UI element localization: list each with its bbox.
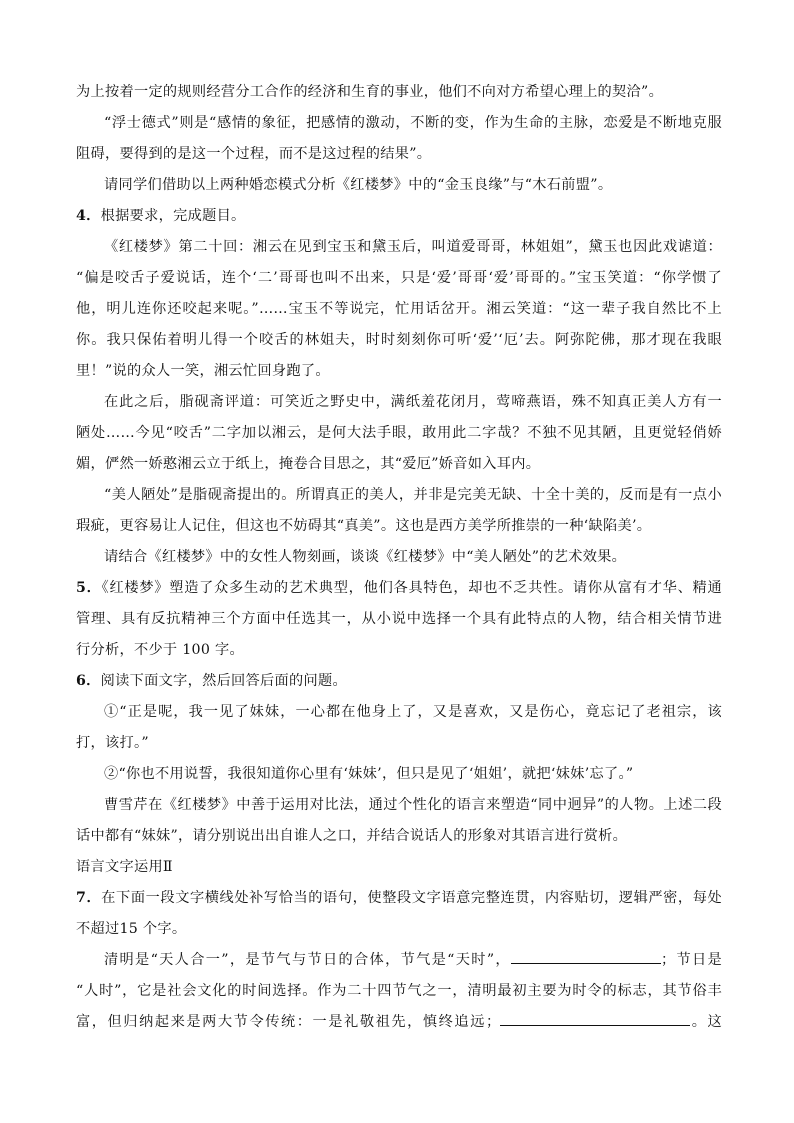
q7-passage-line-1 (104, 949, 722, 971)
q7-passage-line-3 (76, 1011, 722, 1033)
q4-explanation-line: “美人陋处”是脂砚斋提出的。所谓真正的美人，并非是完美无缺、十全十美的，反而是有一点小 (104, 487, 722, 503)
q7-passage-text: 富，但归纳起来是两大节令传统：一是礼敬祖先，慎终追远； (76, 1014, 501, 1030)
question-number: 5． (76, 580, 102, 596)
q7-passage-text: 。这 (690, 1014, 722, 1030)
question-6-title (76, 670, 722, 692)
section-heading: 语言文字运用Ⅱ (76, 859, 173, 875)
q4-commentary-line: 媚，俨然一娇憨湘云立于纸上，掩卷合目思之，其“爱厄”娇音如入耳内。 (76, 456, 541, 472)
q6-quote-1: ①“正是呢，我一见了妹妹，一心都在他身上了，又是喜欢，又是伤心，竟忘记了老祖宗，该 (104, 704, 722, 720)
question-number: 7． (76, 890, 102, 906)
question-7-line-2: 不超过15 个字。 (76, 921, 187, 937)
q4-commentary-line: 在此之后，脂砚斋评道：可笑近之野史中，满纸羞花闭月，莺啼燕语，殊不知真正美人方有一 (104, 394, 722, 410)
question-text: 在下面一段文字横线处补写恰当的语句，使整段文字语意完整连贯，内容贴切，逻辑严密，每处 (101, 890, 722, 906)
question-5-line-3: 行分析，不少于 100 字。 (76, 642, 244, 658)
intro-line-1: 为上按着一定的规则经营分工合作的经济和生育的事业，他们不向对方希望心理上的契洽”。 (76, 84, 664, 100)
q6-ask-line: 曹雪芹在《红楼梦》中善于运用对比法，通过个性化的语言来塑造“同中迥异”的人物。上述二段 (104, 797, 722, 813)
answer-blank-2[interactable] (500, 1011, 690, 1026)
q4-passage-line: “偏是咬舌子爱说话，连个‘二’哥哥也叫不出来，只是‘爱’哥哥‘爱’哥哥的。”宝玉笑道：“你学惯了 (76, 270, 722, 286)
q6-quote-1-cont: 打，该打。” (76, 735, 149, 751)
question-5-line-2: 管理、具有反抗精神三个方面中任选其一，从小说中选择一个具有此特点的人物，结合相关情节进 (76, 611, 722, 627)
q4-commentary-line: 陋处……今见“咬舌”二字加以湘云，是何大法手眼，敢用此二字哉？不独不见其陋，且更觉轻俏娇 (76, 425, 722, 441)
q4-explanation-line: 瑕疵，更容易让人记住，但这也不妨碍其“真美”。这也是西方美学所推崇的一种‘缺陷美’。 (76, 518, 652, 534)
question-7-line-1 (76, 887, 722, 909)
intro-line-2: “浮士德式”则是“感情的象征，把感情的激动，不断的变，作为生命的主脉，恋爱是不断地克服 (104, 115, 722, 131)
q6-quote-2: ②“你也不用说誓，我很知道你心里有‘妹妹’，但只是见了‘姐姐’，就把‘妹妹’忘了。” (104, 766, 634, 782)
intro-line-4: 请同学们借助以上两种婚恋模式分析《红楼梦》中的“金玉良缘”与“木石前盟”。 (104, 177, 613, 193)
question-text: 《红楼梦》塑造了众多生动的艺术典型，他们各具特色，却也不乏共性。请你从富有才华、精通 (101, 580, 722, 596)
q7-passage-line-2: “人时”，它是社会文化的时间选择。作为二十四节气之一，清明最初主要为时令的标志，其节俗丰 (76, 983, 722, 999)
question-4-title (76, 205, 722, 227)
question-5-line-1 (76, 577, 722, 599)
q4-passage-line: 里！”说的众人一笑，湘云忙回身跑了。 (76, 363, 330, 379)
question-number: 6． (76, 673, 101, 689)
q4-passage-line: 你。我只保佑着明儿得一个咬舌的林姐夫，时时刻刻你可听‘爱’‘厄’去。阿弥陀佛，那才现在我眼 (76, 332, 722, 348)
q7-passage-text: 清明是“天人合一”，是节气与节日的合体，节气是“天时”， (104, 952, 511, 968)
intro-line-3: 阻碍，要得到的是这一个过程，而不是这过程的结果”。 (76, 146, 432, 162)
answer-blank-1[interactable] (511, 949, 661, 964)
q7-passage-text: ；节日是 (660, 952, 722, 968)
q4-passage-line: 他，明儿连你还咬起来呢。”……宝玉不等说完，忙用话岔开。湘云笑道：“这一辈子我自然比不上 (76, 301, 722, 317)
question-number: 4． (76, 208, 101, 224)
q4-passage-line: 《红楼梦》第二十回：湘云在见到宝玉和黛玉后，叫道爱哥哥，林姐姐”，黛玉也因此戏谑道： (104, 239, 722, 255)
question-text: 根据要求，完成题目。 (100, 208, 246, 224)
q6-ask-line: 话中都有“妹妹”，请分别说出出自谁人之口，并结合说话人的形象对其语言进行赏析。 (76, 828, 628, 844)
q4-prompt: 请结合《红楼梦》中的女性人物刻画，谈谈《红楼梦》中“美人陋处”的艺术效果。 (104, 549, 627, 565)
question-text: 阅读下面文字，然后回答后面的问题。 (100, 673, 347, 689)
